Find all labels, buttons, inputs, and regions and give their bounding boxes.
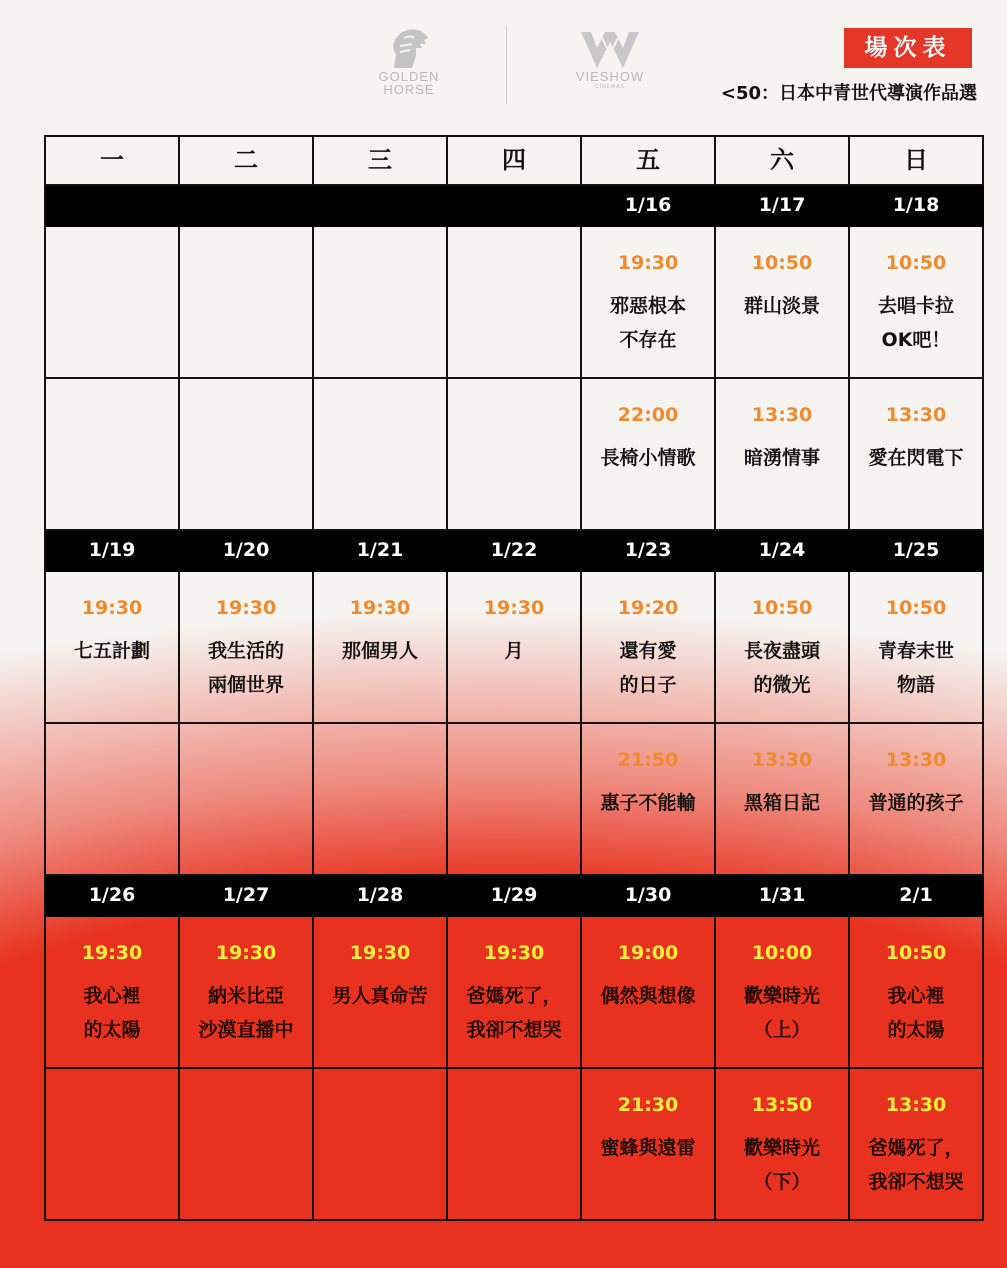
- logo-left-line1: GOLDEN: [378, 69, 440, 84]
- film-title: 蜜蜂與遠雷: [600, 1137, 696, 1159]
- date-cell: [448, 186, 582, 227]
- date-cell: 1/20: [180, 531, 314, 572]
- weekday-header: 二: [180, 137, 314, 186]
- date-cell: 1/27: [180, 876, 314, 917]
- film-title: 惠子不能輸: [600, 792, 696, 814]
- screening-cell: [46, 572, 180, 724]
- screening-time: 19:30: [349, 942, 411, 964]
- film-title: 我心裡 的太陽: [83, 985, 141, 1041]
- vieshow-w-icon: [579, 30, 641, 70]
- vieshow-logo: [562, 30, 658, 102]
- screening-time: 19:30: [483, 597, 545, 619]
- film-title: 月: [504, 640, 524, 662]
- screening-cell: [448, 1069, 582, 1221]
- horse-head-icon: [386, 26, 432, 70]
- screening-cell: [180, 917, 314, 1069]
- weekday-header: 一: [46, 137, 180, 186]
- date-cell: 1/22: [448, 531, 582, 572]
- screening-time: 19:30: [81, 597, 143, 619]
- weekday-header: 三: [314, 137, 448, 186]
- date-cell: 1/29: [448, 876, 582, 917]
- date-cell: 1/23: [582, 531, 716, 572]
- screening-cell: [46, 724, 180, 876]
- film-title: 偶然與想像: [600, 985, 696, 1007]
- slot-row: [46, 1069, 984, 1221]
- date-row: [46, 186, 984, 227]
- screening-cell: [716, 379, 850, 531]
- film-title: 那個男人: [341, 640, 418, 662]
- screening-cell: [448, 572, 582, 724]
- screening-time: 10:50: [885, 597, 947, 619]
- film-title: 去唱卡拉 OK吧！: [877, 295, 954, 351]
- slot-row: [46, 227, 984, 379]
- weekday-header: 日: [850, 137, 984, 186]
- logo-divider: [506, 26, 507, 104]
- date-cell: [314, 186, 448, 227]
- screening-cell: [180, 724, 314, 876]
- date-row: [46, 531, 984, 572]
- date-cell: 1/16: [582, 186, 716, 227]
- screening-cell: [850, 917, 984, 1069]
- film-title: 群山淡景: [743, 295, 820, 317]
- screening-time: 13:30: [885, 1094, 947, 1116]
- logo-right-name: VIESHOW: [575, 69, 645, 84]
- screening-time: 10:50: [751, 597, 813, 619]
- slot-row: [46, 724, 984, 876]
- screening-cell: [582, 572, 716, 724]
- screening-cell: [850, 227, 984, 379]
- golden-horse-logo: [368, 26, 450, 110]
- weekday-header: 五: [582, 137, 716, 186]
- screening-cell: [314, 379, 448, 531]
- weeks-container: [46, 186, 984, 1221]
- screening-time: 19:30: [617, 252, 679, 274]
- header: [0, 0, 1007, 120]
- screening-time: 13:30: [885, 404, 947, 426]
- screening-cell: [180, 1069, 314, 1221]
- schedule-badge: 場次表: [844, 28, 972, 68]
- film-title: 暗湧情事: [743, 447, 820, 469]
- weekday-header: 四: [448, 137, 582, 186]
- slot-row: [46, 379, 984, 531]
- film-title: 爸媽死了， 我卻不想哭: [868, 1137, 964, 1193]
- slot-row: [46, 917, 984, 1069]
- screening-cell: [582, 724, 716, 876]
- film-title: 我生活的 兩個世界: [207, 640, 284, 696]
- screening-cell: [582, 1069, 716, 1221]
- screening-cell: [46, 1069, 180, 1221]
- screening-time: 21:50: [617, 749, 679, 771]
- date-cell: 1/18: [850, 186, 984, 227]
- screening-time: 13:50: [751, 1094, 813, 1116]
- date-cell: 1/31: [716, 876, 850, 917]
- screening-cell: [314, 572, 448, 724]
- date-cell: 1/24: [716, 531, 850, 572]
- film-title: 爸媽死了， 我卻不想哭: [466, 985, 562, 1041]
- screening-time: 19:30: [483, 942, 545, 964]
- date-cell: 1/28: [314, 876, 448, 917]
- screening-cell: [46, 227, 180, 379]
- screening-cell: [850, 572, 984, 724]
- screening-time: 13:30: [885, 749, 947, 771]
- film-title: 我心裡 的太陽: [887, 985, 945, 1041]
- screening-time: 19:20: [617, 597, 679, 619]
- screening-cell: [448, 379, 582, 531]
- film-title: 普通的孩子: [868, 792, 964, 814]
- screening-cell: [716, 227, 850, 379]
- screening-cell: [850, 724, 984, 876]
- screening-cell: [314, 917, 448, 1069]
- film-title: 愛在閃電下: [868, 447, 964, 469]
- date-cell: [46, 186, 180, 227]
- date-cell: [180, 186, 314, 227]
- screening-cell: [180, 379, 314, 531]
- film-title: 青春末世 物語: [877, 640, 954, 696]
- film-title: 歡樂時光 （下）: [743, 1137, 820, 1193]
- screening-time: 10:50: [885, 252, 947, 274]
- date-cell: 1/17: [716, 186, 850, 227]
- film-title: 長夜盡頭 的微光: [743, 640, 820, 696]
- screening-cell: [716, 917, 850, 1069]
- date-cell: 1/26: [46, 876, 180, 917]
- page-subtitle: <50：日本中青世代導演作品選: [720, 83, 977, 104]
- screening-time: 19:30: [215, 942, 277, 964]
- screening-time: 13:30: [751, 404, 813, 426]
- screening-time: 19:00: [617, 942, 679, 964]
- screening-time: 19:30: [215, 597, 277, 619]
- date-cell: 2/1: [850, 876, 984, 917]
- screening-cell: [314, 227, 448, 379]
- screening-time: 19:30: [349, 597, 411, 619]
- screening-cell: [314, 1069, 448, 1221]
- screening-cell: [448, 227, 582, 379]
- screening-cell: [46, 379, 180, 531]
- film-title: 長椅小情歌: [600, 447, 696, 469]
- screening-cell: [180, 227, 314, 379]
- film-title: 男人真命苦: [332, 985, 428, 1007]
- weekday-header-row: [46, 137, 984, 186]
- screening-cell: [716, 724, 850, 876]
- screening-cell: [46, 917, 180, 1069]
- film-title: 邪惡根本 不存在: [609, 295, 686, 351]
- film-title: 七五計劃: [73, 640, 150, 662]
- screening-cell: [448, 724, 582, 876]
- slot-row: [46, 572, 984, 724]
- film-title: 納米比亞 沙漠直播中: [198, 985, 294, 1041]
- screening-cell: [716, 572, 850, 724]
- screening-cell: [314, 724, 448, 876]
- logo-right-sub: CINEMAS: [595, 84, 625, 90]
- screening-cell: [582, 227, 716, 379]
- screening-cell: [582, 379, 716, 531]
- schedule-table: [44, 135, 984, 1221]
- screening-cell: [716, 1069, 850, 1221]
- screening-time: 10:00: [751, 942, 813, 964]
- screening-cell: [180, 572, 314, 724]
- film-title: 歡樂時光 （上）: [743, 985, 820, 1041]
- screening-cell: [582, 917, 716, 1069]
- screening-cell: [448, 917, 582, 1069]
- weekday-header: 六: [716, 137, 850, 186]
- film-title: 黑箱日記: [743, 792, 820, 814]
- film-title: 還有愛 的日子: [619, 640, 677, 696]
- screening-time: 19:30: [81, 942, 143, 964]
- screening-time: 21:30: [617, 1094, 679, 1116]
- screening-time: 22:00: [617, 404, 679, 426]
- date-cell: 1/25: [850, 531, 984, 572]
- screening-cell: [850, 1069, 984, 1221]
- screening-cell: [850, 379, 984, 531]
- logo-left-line2: HORSE: [383, 82, 435, 97]
- date-row: [46, 876, 984, 917]
- screening-time: 10:50: [885, 942, 947, 964]
- screening-time: 10:50: [751, 252, 813, 274]
- screening-time: 13:30: [751, 749, 813, 771]
- date-cell: 1/19: [46, 531, 180, 572]
- date-cell: 1/30: [582, 876, 716, 917]
- date-cell: 1/21: [314, 531, 448, 572]
